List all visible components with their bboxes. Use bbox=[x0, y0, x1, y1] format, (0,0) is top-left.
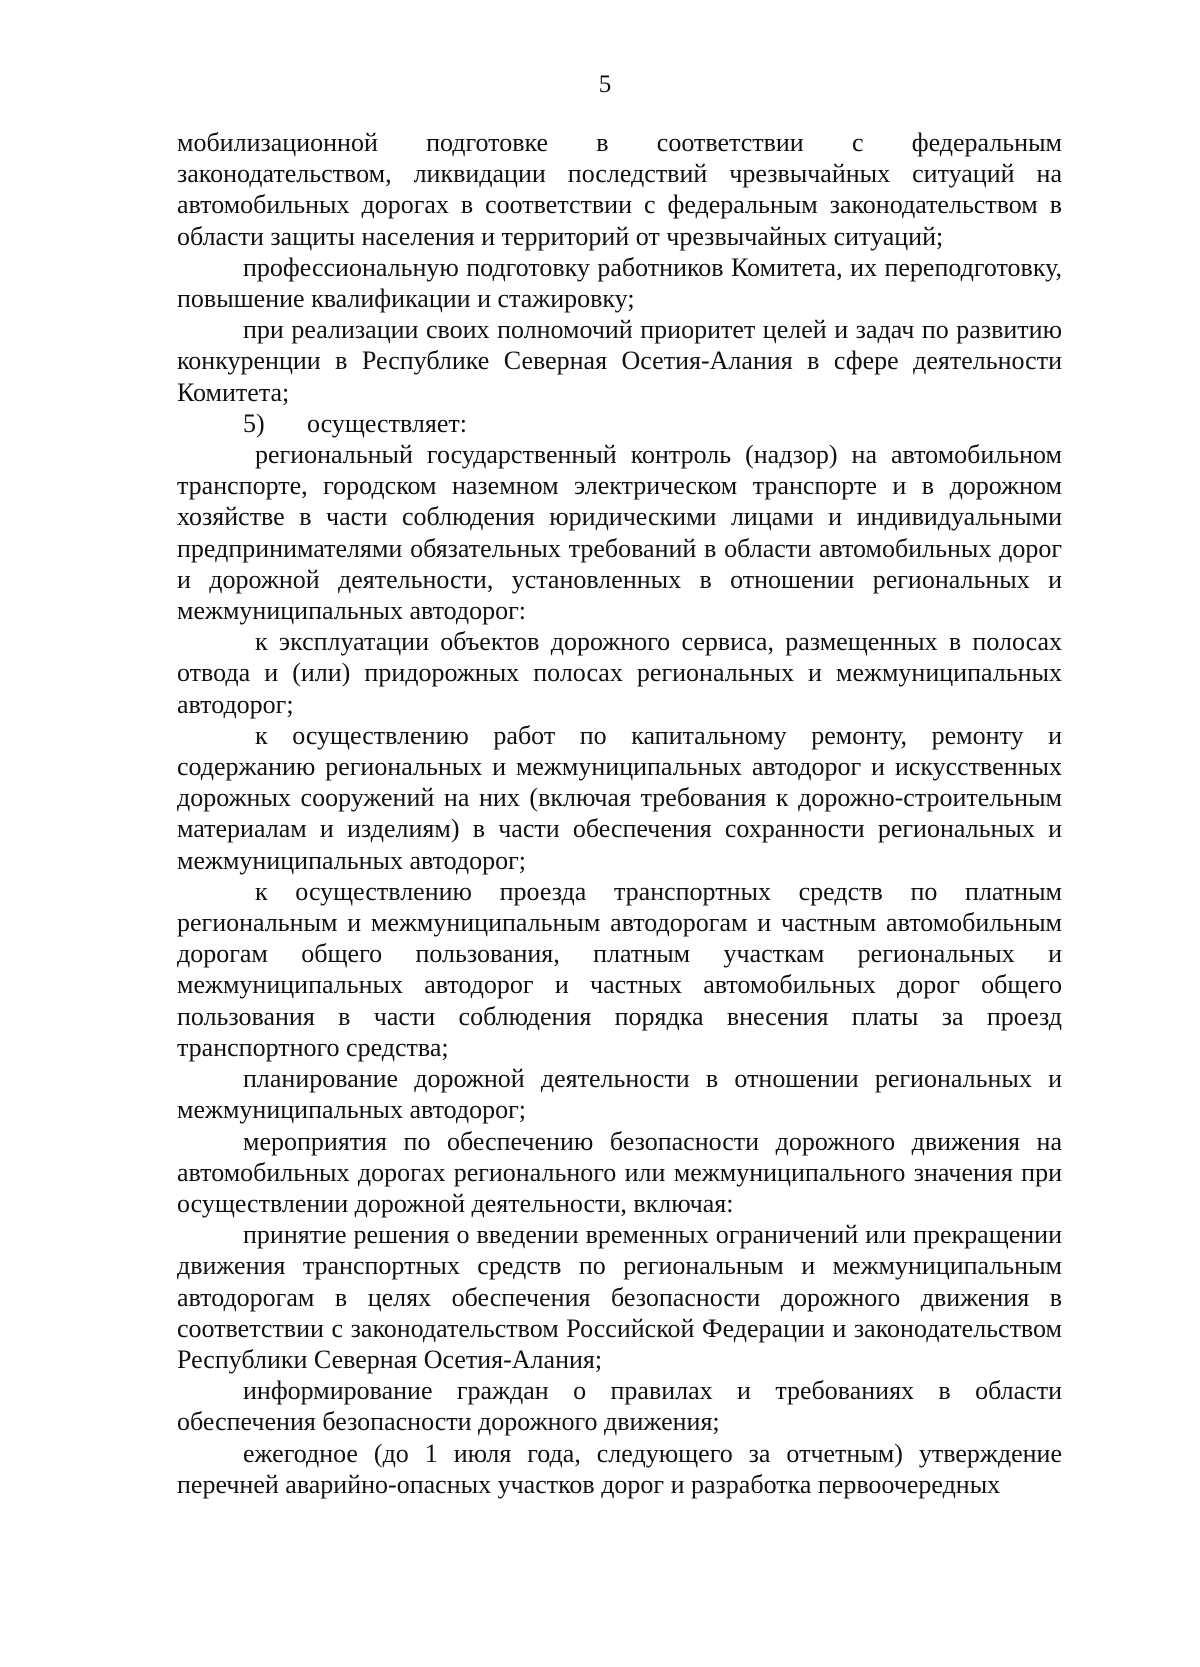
page-number: 5 bbox=[598, 71, 612, 98]
paragraph-competition: при реализации своих полномочий приоритет целей и задач по развитию конкуренции в Республике Северная Осетия-Алания в сфере деятельности Комитета; bbox=[177, 315, 1062, 407]
paragraph-regional-control: региональный государственный контроль (надзор) на автомобильном транспорте, городском наземном электрическом транспорте и в дорожном хозяйстве в части соблюдения юридическими лицами и индивидуальными предпринимателями обязательных требований в области автомобильных дорог и дорожной деятельности, установленных в отношении региональных и межмуниципальных автодорог: bbox=[177, 440, 1062, 626]
item-number: 5) bbox=[243, 408, 265, 438]
paragraph-repair-works: к осуществлению работ по капитальному ремонту, ремонту и содержанию региональных и межмуниципальных автодорог и искусственных дорожных сооружений на них (включая требования к дорожно-строительным материалам и изделиям) в части обеспечения сохранности региональных и межмуниципальных автодорог; bbox=[177, 720, 1062, 875]
document-body bbox=[177, 127, 1062, 1500]
item-5-heading bbox=[177, 408, 1062, 439]
paragraph-safety-measures: мероприятия по обеспечению безопасности дорожного движения на автомобильных дорогах регионального или межмуниципального значения при осуществлении дорожной деятельности, включая: bbox=[177, 1126, 1062, 1218]
paragraph-annual-approval: ежегодное (до 1 июля года, следующего за отчетным) утверждение перечней аварийно-опасных участков дорог и разработка первоочередных bbox=[177, 1438, 1062, 1499]
paragraph-toll-roads: к осуществлению проезда транспортных средств по платным региональным и межмуниципальным автодорогам и частным автомобильным дорогам общего пользования, платным участкам региональных и межмуниципальных автодорог и частных автомобильных дорог общего пользования в части соблюдения порядка внесения платы за проезд транспортного средства; bbox=[177, 876, 1062, 1062]
paragraph-traffic-restrictions: принятие решения о введении временных ограничений или прекращении движения транспортных средств по региональным и межмуниципальным автодорогам в целях обеспечения безопасности дорожного движения в соответствии с законодательством Российской Федерации и законодательством Республики Северная Осетия-Алания; bbox=[177, 1220, 1062, 1374]
paragraph-road-service: к эксплуатации объектов дорожного сервиса, размещенных в полосах отвода и (или) придорожных полосах региональных и межмуниципальных автодорог; bbox=[177, 627, 1062, 719]
paragraph-continuation: мобилизационной подготовке в соответствии с федеральным законодательством, ликвидации последствий чрезвычайных ситуаций на автомобильных дорогах в соответствии с федеральным законодательством в области защиты населения и территорий от чрезвычайных ситуаций; bbox=[177, 128, 1062, 251]
paragraph-training: профессиональную подготовку работников Комитета, их переподготовку, повышение квалификации и стажировку; bbox=[177, 252, 1062, 314]
paragraph-citizen-information: информирование граждан о правилах и требованиях в области обеспечения безопасности дорожного движения; bbox=[177, 1376, 1062, 1437]
paragraph-planning: планирование дорожной деятельности в отношении региональных и межмуниципальных автодорог; bbox=[177, 1064, 1062, 1125]
item-heading-text: осуществляет: bbox=[307, 408, 467, 438]
